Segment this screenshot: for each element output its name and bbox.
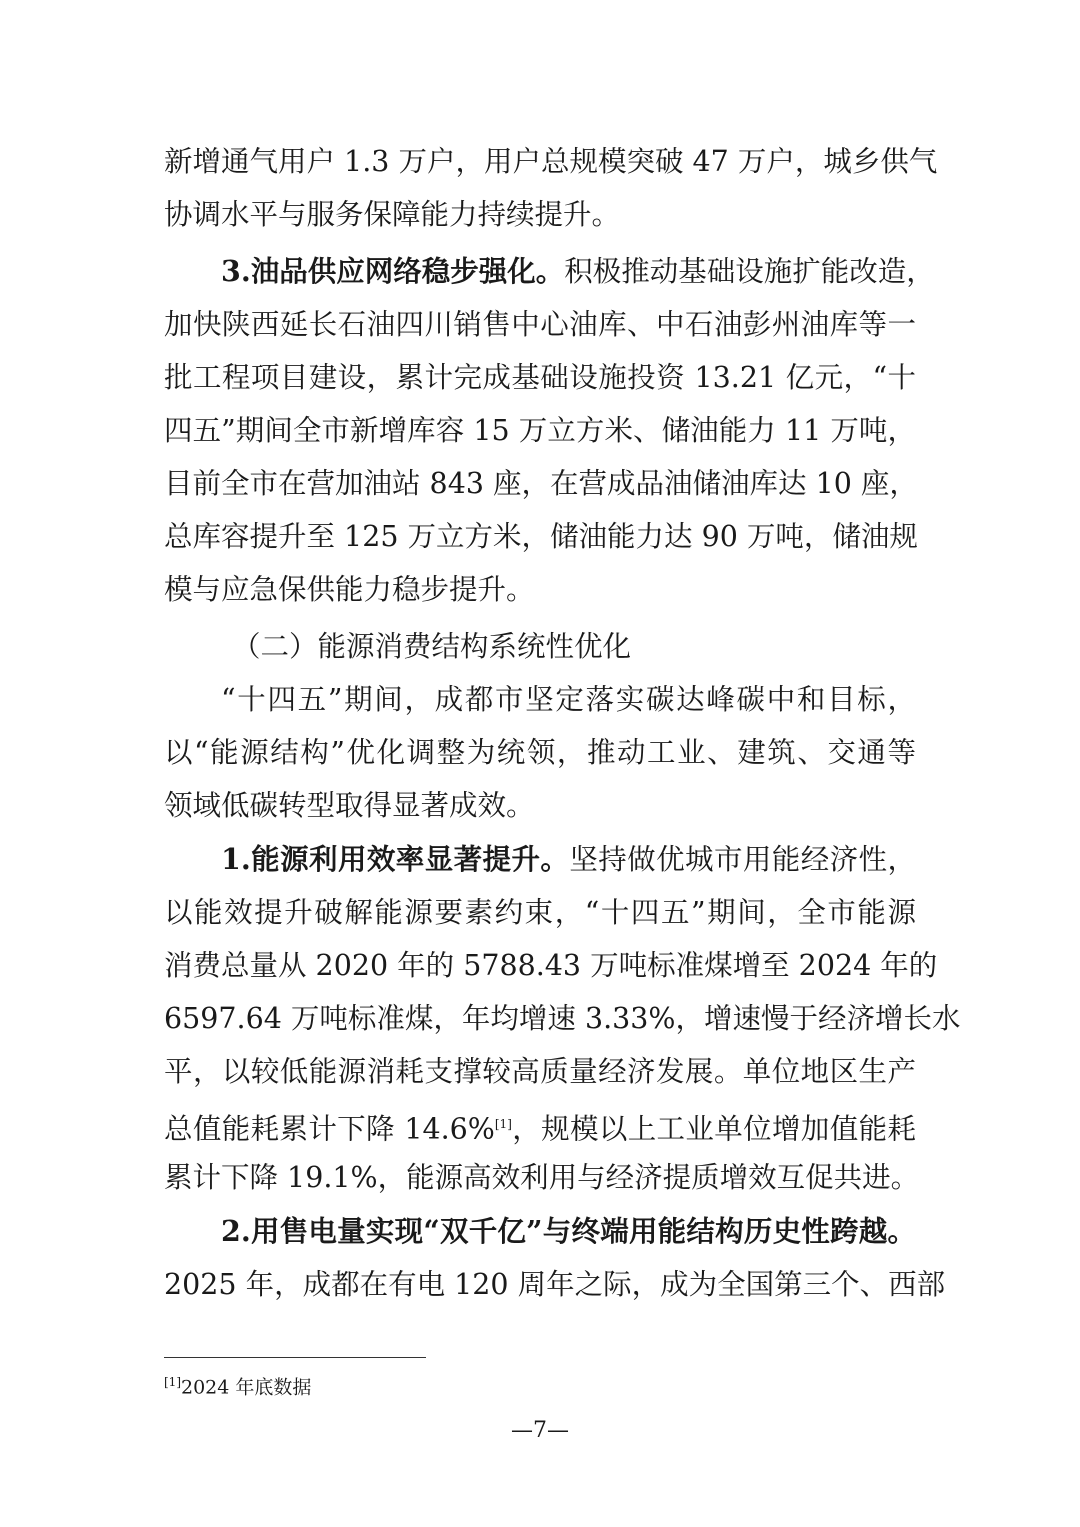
paragraph-consumption-intro bbox=[164, 673, 916, 832]
text-line: 消费总量从 2020 年的 5788.43 万吨标准煤增至 2024 年的 bbox=[164, 949, 938, 982]
text-line: 加快陕西延长石油四川销售中心油库、中石油彭州油库等一 bbox=[164, 308, 916, 341]
footnote bbox=[164, 1367, 311, 1402]
paragraph-lead-heading: 1.能源利用效率显著提升。 bbox=[221, 842, 570, 876]
paragraph-power-consumption bbox=[164, 1205, 946, 1311]
text-line: 6597.64 万吨标准煤，年均增速 3.33%，增速慢于经济增长水 bbox=[164, 1002, 961, 1035]
text-line: 累计下降 19.1%，能源高效利用与经济提质增效互促共进。 bbox=[164, 1161, 920, 1194]
paragraph-oil-supply bbox=[164, 245, 935, 616]
text-line: 目前全市在营加油站 843 座，在营成品油储油库达 10 座， bbox=[164, 467, 918, 500]
text-line bbox=[164, 1098, 916, 1151]
text-line: 批工程项目建设，累计完成基础设施投资 13.21 亿元，“十 bbox=[164, 361, 916, 394]
text-line: “十四五”期间，成都市坚定落实碳达峰碳中和目标， bbox=[221, 683, 916, 716]
text-line bbox=[164, 833, 916, 886]
text-fragment: 坚持做优城市用能经济性， bbox=[569, 843, 916, 876]
footnote-reference[interactable]: [1] bbox=[494, 1117, 512, 1131]
text-line: 新增通气用户 1.3 万户，用户总规模突破 47 万户，城乡供气 bbox=[164, 145, 938, 178]
text-line bbox=[164, 245, 935, 298]
text-line: 模与应急保供能力稳步提升。 bbox=[164, 573, 535, 606]
text-fragment: 积极推动基础设施扩能改造， bbox=[564, 255, 935, 288]
text-line bbox=[164, 1205, 916, 1258]
text-line: 总库容提升至 125 万立方米，储油能力达 90 万吨，储油规 bbox=[164, 520, 918, 553]
text-line: 四五”期间全市新增库容 15 万立方米、储油能力 11 万吨， bbox=[164, 414, 916, 447]
text-line: 协调水平与服务保障能力持续提升。 bbox=[164, 198, 621, 231]
paragraph-lead-heading: 2.用售电量实现“双千亿”与终端用能结构历史性跨越。 bbox=[221, 1214, 916, 1248]
section-heading: （二）能源消费结构系统性优化 bbox=[232, 630, 632, 663]
paragraph-gas-supply bbox=[164, 135, 938, 241]
text-fragment: ，规模以上工业单位增加值能耗 bbox=[511, 1112, 916, 1146]
page-number: —7— bbox=[511, 1418, 569, 1443]
paragraph-lead-heading: 3.油品供应网络稳步强化。 bbox=[221, 254, 565, 288]
footnote-separator bbox=[164, 1357, 426, 1358]
text-line: 以能效提升破解能源要素约束，“十四五”期间，全市能源 bbox=[164, 896, 916, 929]
paragraph-energy-efficiency bbox=[164, 833, 961, 1204]
footnote-mark: [1] bbox=[164, 1375, 181, 1389]
footnote-text: 2024 年底数据 bbox=[181, 1376, 312, 1399]
text-line: 以“能源结构”优化调整为统领，推动工业、建筑、交通等 bbox=[164, 736, 916, 769]
text-fragment: 总值能耗累计下降 14.6% bbox=[164, 1112, 495, 1146]
text-line: 领域低碳转型取得显著成效。 bbox=[164, 789, 535, 822]
text-line: 平，以较低能源消耗支撑较高质量经济发展。单位地区生产 bbox=[164, 1055, 916, 1088]
text-line: 2025 年，成都在有电 120 周年之际，成为全国第三个、西部 bbox=[164, 1268, 946, 1301]
